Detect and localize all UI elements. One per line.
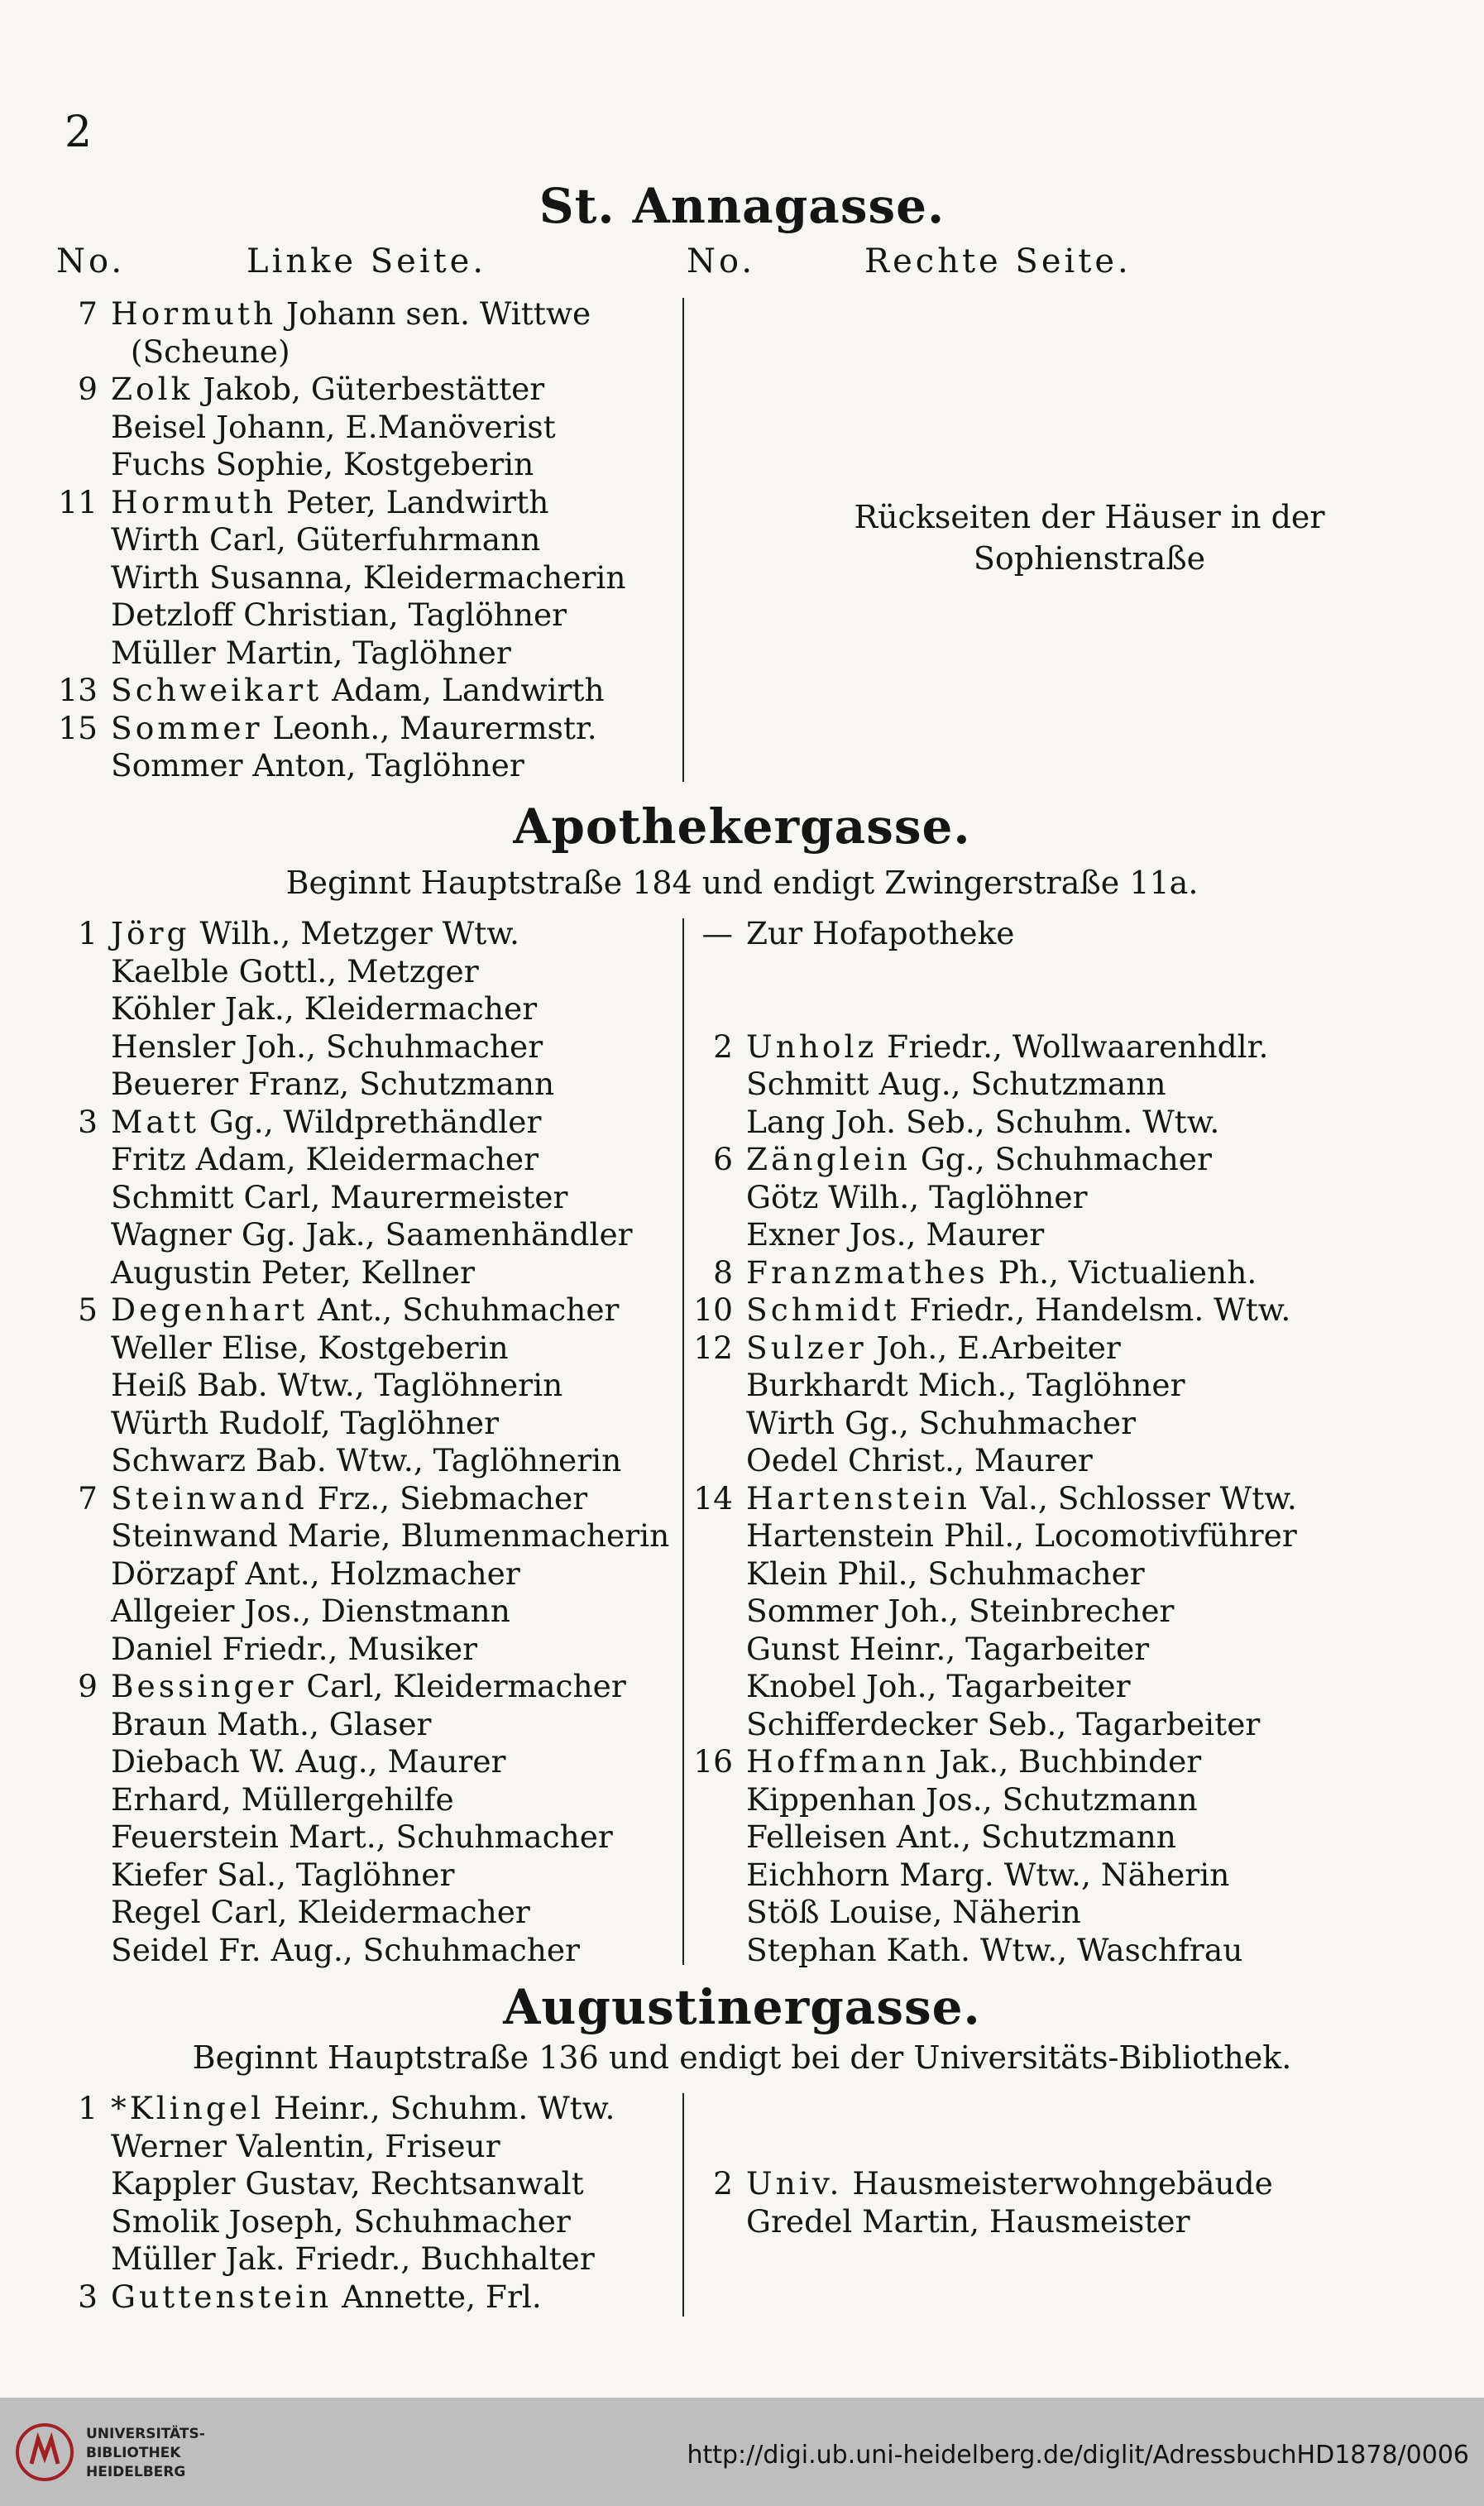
directory-entry [58,2089,615,2127]
resident-details: Beisel Johann, E.Manöverist [111,408,556,445]
directory-entry [693,989,746,1028]
directory-entry [58,709,597,747]
resident-details: Knobel Joh., Tagarbeiter [746,1668,1131,1704]
resident-surname: Hoffmann [746,1743,930,1780]
directory-entry [58,1404,499,1442]
directory-entry [693,1404,1136,1442]
directory-entry [58,1667,626,1705]
directory-entry [58,746,524,784]
directory-entry [693,1705,1260,1743]
directory-entry [58,445,534,483]
source-url-link[interactable]: http://digi.ub.uni-heidelberg.de/diglit/AdressbuchHD1878/0006 [687,2441,1469,2470]
directory-entry [58,295,591,333]
resident-details: Peter, Landwirth [276,483,549,520]
resident-details: Gunst Heinr., Tagarbeiter [746,1630,1150,1667]
directory-entry [58,596,567,634]
resident-details: Kippenhan Jos., Schutzmann [746,1780,1198,1818]
resident-details: Schmitt Carl, Maurermeister [111,1178,568,1215]
resident-details: Kappler Gustav, Rechtsanwalt [111,2165,584,2202]
resident-surname: Schweikart [111,672,323,708]
right-side-note [695,496,1484,579]
house-number: 9 [78,1668,98,1704]
column-divider [682,298,684,782]
resident-details: Adam, Landwirth [322,672,605,708]
house-number: 16 [693,1743,733,1780]
resident-details: Gg., Wildprethändler [199,1103,542,1140]
resident-details: Smolik Joseph, Schuhmacher [111,2202,571,2240]
resident-details: Sommer Anton, Taglöhner [111,747,524,783]
resident-details: Fuchs Sophie, Kostgeberin [111,446,534,482]
resident-details: Stöß Louise, Näherin [746,1894,1081,1930]
resident-details: Wagner Gg. Jak., Saamenhändler [111,1216,633,1253]
house-number: 11 [58,483,98,520]
resident-details: Beuerer Franz, Schutzmann [111,1066,555,1102]
resident-details: Zur Hofapotheke [746,915,1015,951]
directory-entry [58,1555,520,1593]
resident-details: Kaelble Gottl., Metzger [111,952,479,989]
directory-entry [58,1140,539,1178]
page-number: 2 [65,108,93,157]
house-number: 3 [78,2278,98,2315]
directory-entry [58,1742,505,1780]
house-number: 2 [713,1028,733,1065]
resident-details: Daniel Friedr., Musiker [111,1630,478,1667]
resident-surname: Schmidt [746,1291,900,1328]
street-heading: Augustinergasse. [503,1979,981,2035]
resident-details: Jakob, Güterbestätter [193,371,545,407]
resident-surname: Zänglein [746,1141,911,1177]
resident-details: Eichhorn Marg. Wtw., Näherin [746,1856,1230,1893]
library-logo-text [86,2425,205,2482]
directory-entry [693,1931,1242,1969]
resident-details: Allgeier Jos., Dienstmann [111,1593,510,1629]
resident-details: Joh., E.Arbeiter [866,1329,1121,1366]
directory-entry [693,1555,1145,1593]
directory-entry [58,1366,562,1404]
directory-entry [58,1630,477,1668]
directory-entry [58,1329,509,1367]
directory-entry [693,2127,746,2165]
resident-details: Seidel Fr. Aug., Schuhmacher [111,1931,580,1968]
resident-details: Schwarz Bab. Wtw., Taglöhnerin [111,1442,622,1478]
directory-entry [58,408,556,446]
resident-details: Regel Carl, Kleidermacher [111,1894,530,1930]
directory-entry [58,1441,621,1479]
resident-details: Augustin Peter, Kellner [111,1253,475,1291]
col-header-left-side: Linke Seite. [247,242,487,280]
resident-details: Ph., Victualienh. [988,1253,1257,1291]
resident-details: Annette, Frl. [332,2278,542,2315]
resident-details: Sommer Joh., Steinbrecher [746,1593,1175,1629]
directory-entry [693,1065,1166,1103]
directory-entry [693,1856,1229,1894]
resident-surname: Unholz [746,1028,878,1065]
resident-details: Gg., Schuhmacher [910,1141,1212,1177]
house-number: 15 [58,709,98,746]
house-number: 2 [713,2165,733,2202]
resident-surname: *Klingel [111,2090,265,2126]
directory-entry [693,2202,1190,2240]
resident-surname: Hormuth [111,483,277,520]
column-divider [682,918,684,1965]
resident-surname: Jörg [111,915,190,951]
directory-entry [58,1592,510,1630]
resident-details: Heinr., Schuhm. Wtw. [264,2090,615,2126]
house-number: 13 [58,672,98,708]
house-number: 3 [78,1103,98,1140]
resident-details: Gredel Martin, Hausmeister [746,2202,1190,2240]
directory-entry [58,1818,613,1856]
directory-entry [58,1856,454,1894]
directory-entry [58,483,548,521]
directory-entry [693,1140,1212,1178]
street-description: Beginnt Hauptstraße 184 und endigt Zwingerstraße 11a. [285,865,1199,901]
directory-entry [693,1630,1149,1668]
street-heading: St. Annagasse. [539,178,945,234]
resident-details: Johann sen. Wittwe [276,295,591,332]
street-description: Beginnt Hauptstraße 136 und endigt bei der Universitäts-Bibliothek. [192,2039,1292,2076]
directory-entry [58,2240,595,2278]
resident-details: Feuerstein Mart., Schuhmacher [111,1818,613,1855]
street-heading: Apothekergasse. [513,798,971,855]
resident-details: Wirth Gg., Schuhmacher [746,1404,1137,1441]
directory-entry [58,333,290,371]
resident-surname: Steinwand [111,1479,308,1517]
resident-details: Carl, Kleidermacher [296,1668,626,1704]
directory-entry [693,1592,1174,1630]
directory-entry [693,2089,746,2127]
directory-entry [693,1742,1201,1780]
resident-details: Burkhardt Mich., Taglöhner [746,1367,1185,1403]
logo-text-line: HEIDELBERG [86,2464,186,2480]
house-number: 1 [78,2090,98,2126]
directory-entry [693,1253,1257,1291]
resident-details: Wirth Susanna, Kleidermacherin [111,558,626,596]
directory-entry [58,671,605,709]
directory-entry [58,2278,542,2316]
directory-entry [693,2164,1273,2202]
col-header-right-side: Rechte Seite. [864,242,1132,280]
resident-details: Lang Joh. Seb., Schuhm. Wtw. [746,1103,1220,1140]
directory-entry [693,1441,1093,1479]
resident-details: Erhard, Müllergehilfe [111,1780,454,1818]
column-divider [682,2093,684,2317]
house-number: 9 [78,371,98,407]
resident-details: Braun Math., Glaser [111,1705,432,1742]
directory-entry [58,989,537,1028]
resident-details: Friedr., Wollwaarenhdlr. [877,1028,1269,1065]
directory-entry [58,1780,454,1818]
resident-details: Exner Jos., Maurer [746,1216,1045,1253]
house-number: 14 [693,1479,733,1517]
directory-entry [58,952,479,990]
directory-entry [693,952,746,990]
directory-entry [58,2127,500,2165]
house-number: 8 [713,1253,733,1291]
resident-details: Frz., Siebmacher [307,1479,588,1517]
resident-details: Heiß Bab. Wtw., Taglöhnerin [111,1367,563,1403]
resident-details: Köhler Jak., Kleidermacher [111,990,538,1027]
resident-surname: Franzmathes [746,1253,989,1291]
resident-details: Klein Phil., Schuhmacher [746,1555,1145,1592]
directory-entry [58,520,540,558]
house-number: 1 [78,915,98,951]
resident-surname: Zolk [111,371,194,407]
right-side-note-line: Sophienstraße [973,540,1206,577]
resident-surname: Hartenstein [746,1479,971,1517]
directory-entry [693,1103,1219,1141]
directory-entry [693,1479,1297,1517]
house-number: 6 [713,1141,733,1177]
resident-details: Fritz Adam, Kleidermacher [111,1141,539,1177]
resident-details: Ant., Schuhmacher [308,1291,620,1328]
resident-surname: Sulzer [746,1329,867,1366]
directory-entry [693,1215,1044,1253]
directory-entry [693,1517,1297,1555]
house-number: — [701,915,733,951]
resident-details: Dörzapf Ant., Holzmacher [111,1555,520,1592]
directory-entry [693,1818,1176,1856]
resident-details: Schifferdecker Seb., Tagarbeiter [746,1705,1261,1742]
directory-entry [58,2202,571,2240]
directory-entry [693,1366,1185,1404]
resident-surname: Degenhart [111,1291,309,1328]
right-side-note-line: Rückseiten der Häuser in der [854,499,1325,535]
directory-entry [58,558,626,597]
resident-details: Jak., Buchbinder [929,1743,1202,1780]
resident-details: Werner Valentin, Friseur [111,2127,500,2164]
resident-details: Weller Elise, Kostgeberin [111,1329,509,1366]
resident-details: Oedel Christ., Maurer [746,1442,1093,1478]
directory-entry [58,1178,567,1216]
resident-details: Wilh., Metzger Wtw. [189,915,519,951]
resident-details: Schmitt Aug., Schutzmann [746,1066,1166,1102]
resident-surname: Bessinger [111,1668,297,1704]
resident-details: Hausmeisterwohngebäude [842,2165,1273,2202]
resident-details: Götz Wilh., Taglöhner [746,1178,1088,1215]
directory-entry [58,2164,584,2202]
resident-details: Kiefer Sal., Taglöhner [111,1856,455,1893]
directory-entry [58,1931,580,1969]
resident-details: Steinwand Marie, Blumenmacherin [111,1517,670,1554]
resident-surname: Guttenstein [111,2278,333,2315]
directory-entry [58,1291,619,1329]
house-number: 5 [78,1291,98,1328]
directory-entry [693,1178,1088,1216]
directory-entry [58,1479,587,1517]
resident-details: Wirth Carl, Güterfuhrmann [111,521,541,558]
resident-details: Müller Martin, Taglöhner [111,634,511,671]
resident-details: Felleisen Ant., Schutzmann [746,1818,1176,1855]
directory-entry [58,1215,633,1253]
directory-entry [693,914,1014,952]
university-library-logo-icon [15,2422,74,2482]
resident-details: Val., Schlosser Wtw. [970,1479,1297,1517]
directory-entry [693,1780,1198,1818]
resident-details: Leonh., Maurermstr. [262,709,597,746]
house-number: 7 [78,1479,98,1517]
resident-surname: Sommer [111,709,263,746]
house-number: 7 [78,295,98,332]
resident-details: Stephan Kath. Wtw., Waschfrau [746,1931,1243,1968]
resident-surname: Hormuth [111,295,277,332]
directory-entry [58,370,544,408]
col-header-no-left: No. [56,242,126,280]
directory-entry [58,1103,541,1141]
directory-entry [58,1893,530,1931]
directory-entry [693,1291,1290,1329]
directory-entry [693,1028,1268,1066]
directory-entry [693,1893,1081,1931]
directory-entry [58,634,511,672]
resident-details: Müller Jak. Friedr., Buchhalter [111,2240,595,2277]
resident-details: Hartenstein Phil., Locomotivführer [746,1517,1297,1554]
col-header-no-right: No. [687,242,756,280]
house-number: 12 [693,1329,733,1366]
resident-details: Friedr., Handelsm. Wtw. [899,1291,1291,1328]
directory-entry [58,1253,475,1291]
resident-surname: Matt [111,1103,199,1140]
resident-details: Würth Rudolf, Taglöhner [111,1404,500,1441]
directory-entry [58,1517,669,1555]
directory-entry [58,1705,431,1743]
directory-entry [58,914,519,952]
directory-entry [58,1028,543,1066]
resident-details: Detzloff Christian, Taglöhner [111,597,567,633]
directory-entry [693,1329,1121,1367]
logo-text-line: BIBLIOTHEK [86,2445,181,2461]
resident-details: Hensler Joh., Schuhmacher [111,1028,543,1065]
resident-details: Diebach W. Aug., Maurer [111,1743,506,1780]
resident-details: (Scheune) [111,333,290,370]
logo-text-line: UNIVERSITÄTS- [86,2426,205,2442]
resident-surname: Univ. [746,2165,843,2202]
directory-entry [58,1065,554,1103]
directory-entry [693,1667,1131,1705]
house-number: 10 [693,1291,733,1328]
